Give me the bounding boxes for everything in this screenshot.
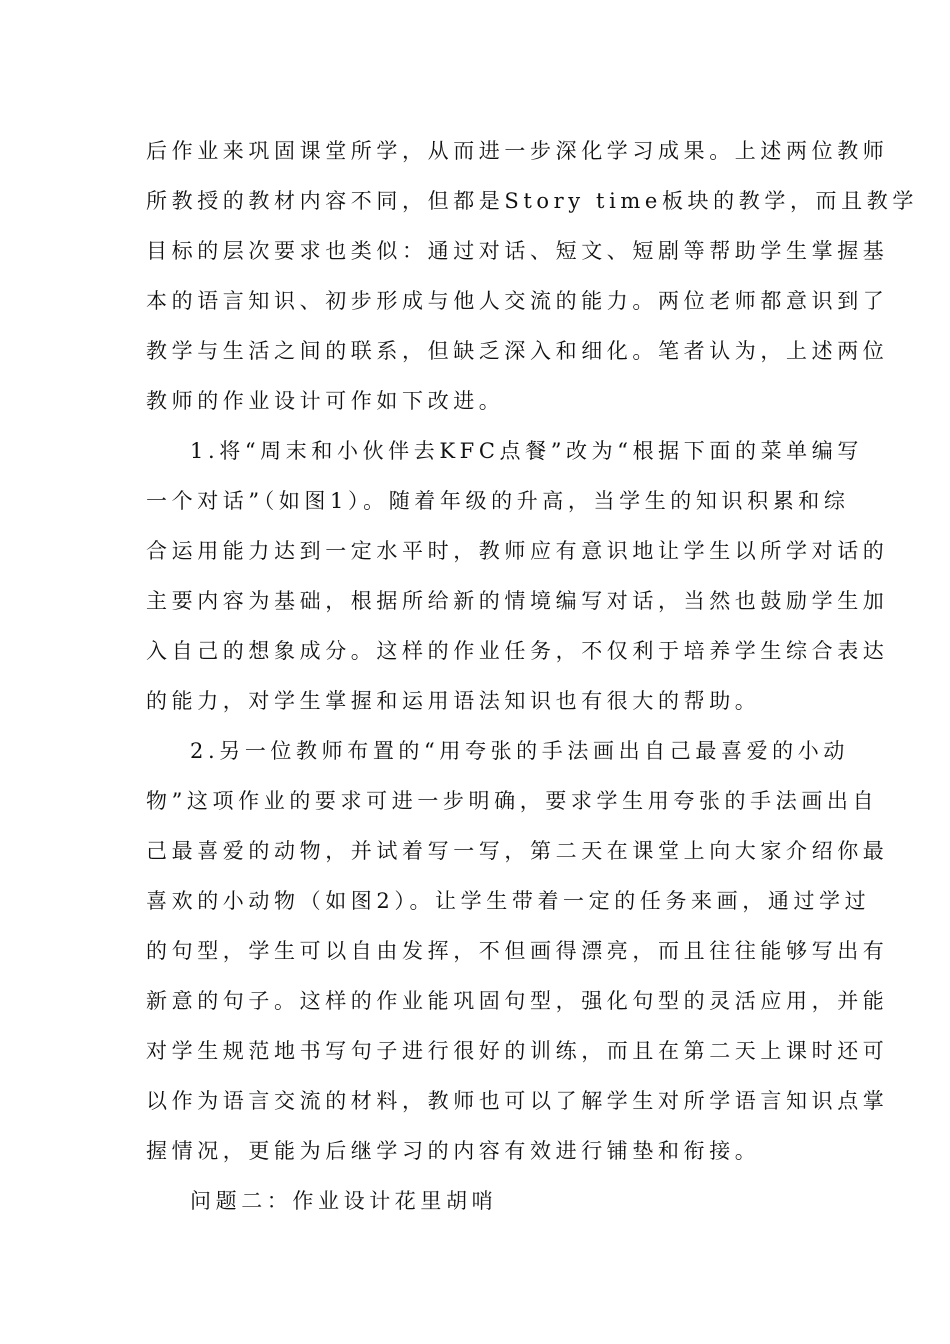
numbered-item-1-first-line: 1.将“周末和小伙伴去KFC点餐”改为“根据下面的菜单编写 (190, 439, 863, 463)
paragraph-line: 己最喜爱的动物，并试着写一写，第二天在课堂上向大家介绍你最 (146, 839, 889, 863)
numbered-item-2-first-line: 2.另一位教师布置的“用夸张的手法画出自己最喜爱的小动 (190, 739, 849, 763)
paragraph-line: 教学与生活之间的联系，但缺乏深入和细化。笔者认为，上述两位 (146, 339, 889, 363)
paragraph-line: 喜欢的小动物（如图2）。让学生带着一定的任务来画，通过学过 (146, 889, 871, 913)
paragraph-line: 对学生规范地书写句子进行很好的训练，而且在第二天上课时还可 (146, 1039, 889, 1063)
paragraph-line: 所教授的教材内容不同，但都是Story time板块的教学，而且教学 (146, 189, 918, 213)
paragraph-line: 后作业来巩固课堂所学，从而进一步深化学习成果。上述两位教师 (146, 139, 889, 163)
paragraph-line: 目标的层次要求也类似：通过对话、短文、短剧等帮助学生掌握基 (146, 239, 889, 263)
section-heading: 问题二：作业设计花里胡哨 (190, 1189, 498, 1213)
paragraph-line: 的能力，对学生掌握和运用语法知识也有很大的帮助。 (146, 689, 761, 713)
paragraph-line: 合运用能力达到一定水平时，教师应有意识地让学生以所学对话的 (146, 539, 889, 563)
paragraph-line: 以作为语言交流的材料，教师也可以了解学生对所学语言知识点掌 (146, 1089, 889, 1113)
paragraph-line: 握情况，更能为后继学习的内容有效进行铺垫和衔接。 (146, 1139, 761, 1163)
paragraph-line: 主要内容为基础，根据所给新的情境编写对话，当然也鼓励学生加 (146, 589, 889, 613)
paragraph-line: 物”这项作业的要求可进一步明确，要求学生用夸张的手法画出自 (146, 789, 879, 813)
paragraph-line: 新意的句子。这样的作业能巩固句型，强化句型的灵活应用，并能 (146, 989, 889, 1013)
paragraph-line: 本的语言知识、初步形成与他人交流的能力。两位老师都意识到了 (146, 289, 889, 313)
paragraph-line: 一个对话”（如图1）。随着年级的升高，当学生的知识积累和综 (146, 489, 850, 513)
paragraph-line: 教师的作业设计可作如下改进。 (146, 389, 505, 413)
paragraph-line: 的句型，学生可以自由发挥，不但画得漂亮，而且往往能够写出有 (146, 939, 889, 963)
paragraph-line: 入自己的想象成分。这样的作业任务，不仅利于培养学生综合表达 (146, 639, 889, 663)
